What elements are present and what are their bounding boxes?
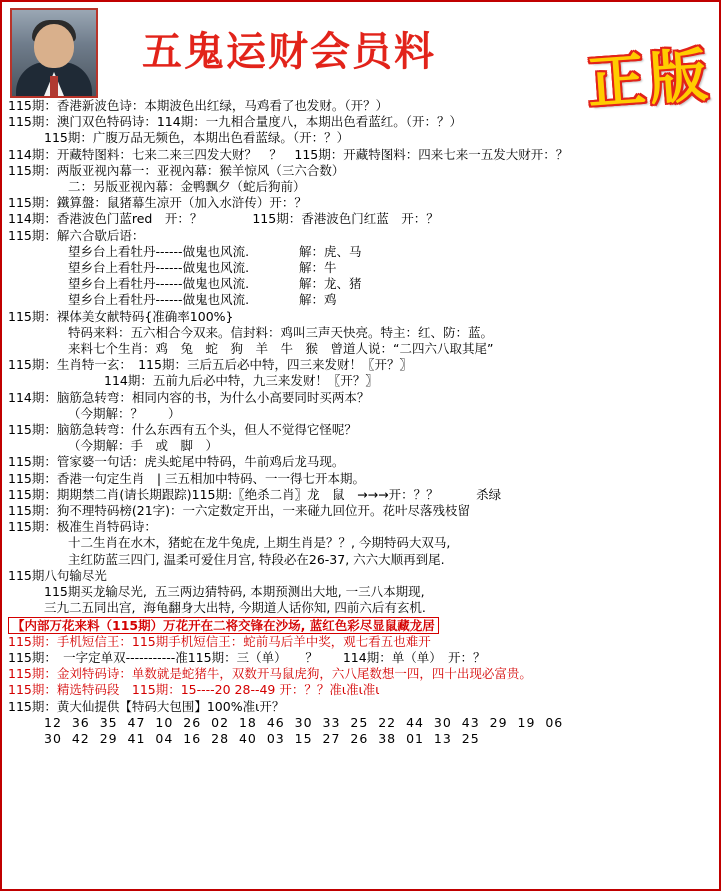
document-line: 三九二五同出宫, 海龟翻身大出特, 今期道人话你知, 四前六后有玄机. [44, 600, 426, 616]
document-line: 115期：脑筋急转弯：什么东西有五个头，但人不觉得它怪呢？ [8, 422, 357, 438]
document-line: 十二生肖在水木，猪蛇在龙牛兔虎, 上期生肖是？？, 今期特码大双马, [68, 535, 451, 551]
document-line: 115期：澳门双色特码诗：114期：一九相合量度八，本期出色看蓝红。（开：？） [8, 114, 462, 130]
document-line: 115期：黄大仙提供【特码大包围】100%准ι开？ [8, 698, 285, 714]
document-line: 114期：开藏特图料：七来二来三四发大财？ ？ 115期：开藏特图料：四来七来一五发大财开：？ [8, 146, 569, 162]
document-line: 115期：香港一句定生肖 | 三五相加中特码、一一得七开本期。 [8, 470, 366, 486]
document-line: 115期： 一字定单双-----------准115期：三（单） ？ 114期：单（单） 开：？ [8, 649, 486, 665]
document-line: （今期解：？ ） [68, 405, 181, 421]
document-line: 115期八句输尽光 [8, 567, 107, 583]
document-line [8, 617, 713, 634]
document-line [8, 634, 713, 650]
document-body [2, 98, 719, 747]
document-line: 115期：管家婆一句话：虎头蛇尾中特码，牛前鸡后龙马现。 [8, 454, 345, 470]
portrait-photo [10, 8, 98, 98]
portrait-face [34, 24, 74, 68]
document-line: 114期：香港波色门蓝red 开：？ 115期：香港波色门红蓝 开：？ [8, 211, 439, 227]
document-line: 望乡台上看牡丹------做鬼也风流. 解：牛 [68, 260, 337, 276]
document-line: 二：另版亚视內幕：金鸭飘夕（蛇后狗前） [68, 179, 306, 195]
document-line: 115期：期期禁二肖(请长期跟踪)115期:〖绝杀二肖〗龙 鼠 →→→开：？？ 杀绿 [8, 486, 502, 502]
document-line: 115期：生肖特一玄： 115期：三后五后必中特，四三来发财！〖开？〗 [8, 357, 412, 373]
document-line: 115期：鐵算盤：鼠猪幕生凉开（加入水浒传）开：？ [8, 195, 307, 211]
document-line: 115期：裸体美女献特码{准确率100%} [8, 308, 234, 324]
document-line [8, 682, 713, 698]
document-line: 主红防蓝三四门, 温柔可爱住月宫, 特段必在26-37, 六六大顺再到尾. [68, 551, 445, 567]
page-title: 五鬼运财会员料 [142, 28, 436, 75]
authenticity-stamp: 正版 [585, 40, 714, 118]
document-line: （今期解：手 或 脚 ） [68, 438, 219, 454]
document-line: 来料七个生肖：鸡 兔 蛇 狗 羊 牛 猴 曾道人说：“二四六八取其尾” [68, 341, 494, 357]
document-line: 115期：狗不理特码榜(21字)：一六定数定开出，一来碰九回位开。花叶尽落残枝留 [8, 503, 471, 519]
line-label: 115期： [8, 633, 57, 649]
document-line: 特码来料：五六相合今双来。信封料：鸡叫三声天快亮。特主：红、防：蓝。 [68, 324, 494, 340]
portrait-tie [50, 76, 58, 96]
line-value: 手机短信王：115期手机短信王：蛇前马后羊中奖，观七看五也难开 [56, 633, 431, 649]
document-line: 115期买龙输尽光, 五三两边猜特码, 本期预测出大地, 一三八本期现, [44, 584, 425, 600]
document-line: 望乡台上看牡丹------做鬼也风流. 解：虎、马 [68, 243, 362, 259]
document-line: 115期：金刘特码诗：单数就是蛇猪牛，双数开马鼠虎狗，六八尾数想一四，四十出现必富贵。 [8, 666, 532, 682]
document-line: 望乡台上看牡丹------做鬼也风流. 解：龙、猪 [68, 276, 362, 292]
document-line: 12 36 35 47 10 26 02 18 46 30 33 25 22 44 30 43 29 19 06 [44, 714, 564, 730]
highlight-box: 【内部万花来料（115期）万花开在二将交锋在沙场, 蓝红色彩尽显鼠藏龙居 [8, 617, 439, 634]
document-line: 115期：香港新波色诗：本期波色出红绿，马鸡看了也发财。（开？） [8, 98, 389, 113]
document-line: 114期：五前九后必中特，九三来发财！〖开？〗 [104, 373, 378, 389]
document-line: 115期：两版亚视內幕一：亚视內幕：猴羊惊风（三六合数） [8, 162, 345, 178]
line-value: 精选特码段 115期：15----20 28--49 开：？？准ι准ι准ι [56, 682, 380, 698]
document-line: 望乡台上看牡丹------做鬼也风流. 解：鸡 [68, 292, 337, 308]
document-line: 115期：极准生肖特码诗： [8, 519, 157, 535]
document-line: 114期：脑筋急转弯：相同内容的书，为什么小高要同时买两本？ [8, 389, 370, 405]
document-line: 115期：广腹万品无频色，本期出色看蓝绿。（开：？） [44, 130, 350, 146]
line-label: 115期： [8, 682, 57, 698]
document-line: 115期：解六合歇后语： [8, 227, 145, 243]
document-line: 30 42 29 41 04 16 28 40 03 15 27 26 38 01 13 25 [44, 730, 480, 746]
